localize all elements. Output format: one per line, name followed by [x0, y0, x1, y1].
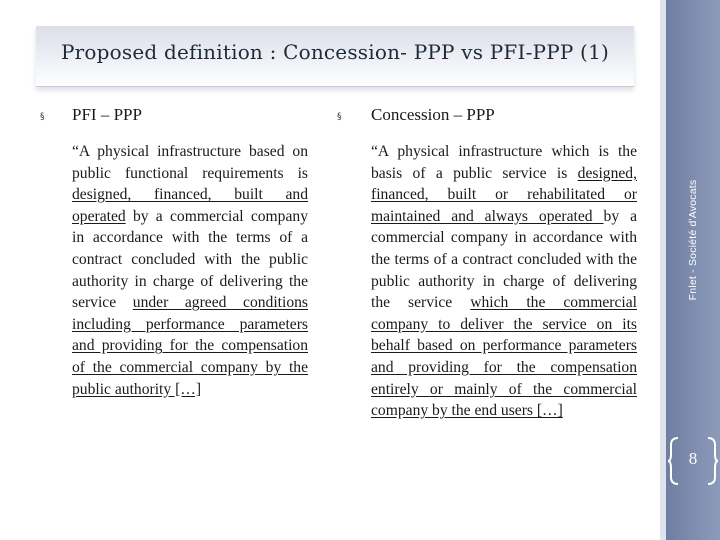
left-bullet-icon: § [40, 112, 45, 122]
right-bullet-icon: § [337, 112, 342, 122]
underlined-text-segment: designed, financed, built and operated [72, 186, 308, 225]
text-segment: by a commercial company in accordance with the terms of a contract concluded with the public authority in charge of delivering the service [371, 207, 638, 312]
underlined-text-segment: designed, financed, built or rehabilitated or maintained and always operated [371, 164, 637, 225]
text-segment: “A physical infrastructure which is the basis of a public service is [371, 143, 637, 182]
page-number: 8 [688, 449, 698, 468]
text-segment: “A physical infrastructure based on public functional requirements is [72, 143, 308, 182]
slide-title: Proposed definition : Concession- PPP vs PFI-PPP (1) [60, 40, 609, 64]
firm-name-vertical: Fnlet - Société d'Avocats [687, 179, 699, 301]
left-column-heading: PFI – PPP [72, 105, 142, 124]
right-column-heading: Concession – PPP [371, 105, 495, 124]
underlined-text-segment: which the commercial company to deliver the service on its behalf based on performance parameters and providing for the compensation entirely or mainly of the commercial company by the end users […] [371, 294, 637, 420]
left-column-definition [72, 141, 308, 400]
title-banner [36, 26, 634, 87]
text-segment: by a commercial company in accordance with the terms of a contract concluded with the public authority in charge of delivering the service [72, 207, 308, 312]
underlined-text-segment: under agreed conditions including performance parameters and providing for the compensation of the commercial company by the public authority […] [72, 294, 308, 398]
right-column-definition [371, 141, 637, 422]
page-number-badge [668, 436, 718, 486]
